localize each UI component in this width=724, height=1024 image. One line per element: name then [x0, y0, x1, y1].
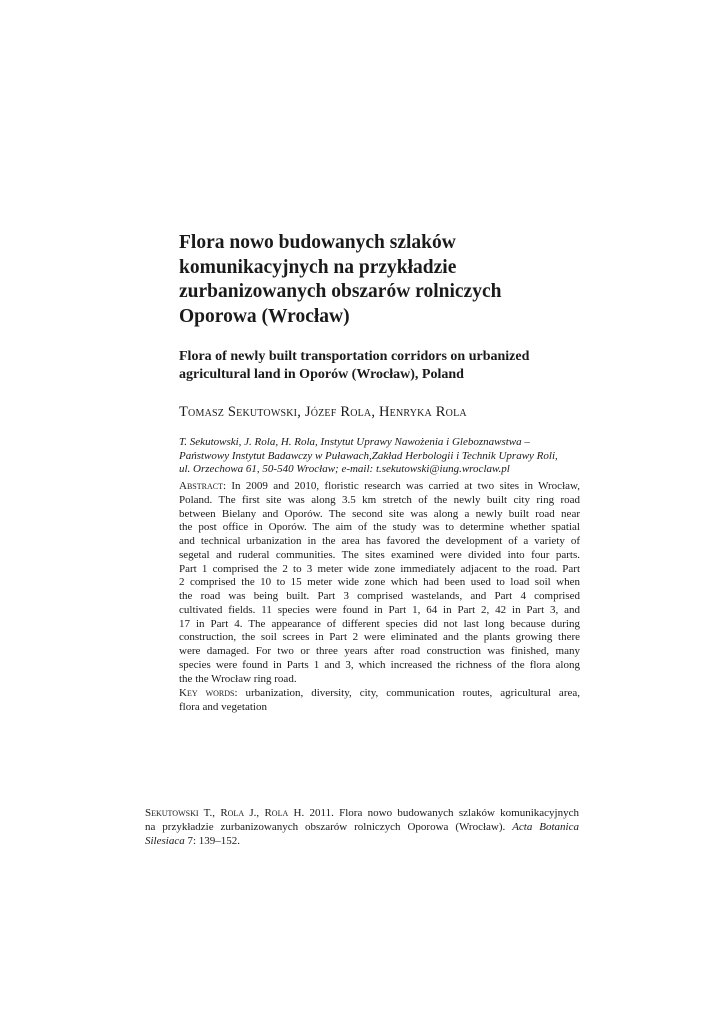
- abstract-line: species were found in Parts 1 and 3, which increased the richness of the flora along: [179, 658, 580, 671]
- affiliation-line: T. Sekutowski, J. Rola, H. Rola, Instytut Uprawy Nawożenia i Gleboznawstwa –: [179, 436, 530, 448]
- abstract-line: construction, the soil screes in Part 2 were eliminated and the plants growing there: [179, 631, 580, 644]
- citation-text: T.,: [198, 807, 221, 819]
- citation-text: J.,: [244, 807, 265, 819]
- title-polish: [179, 231, 579, 329]
- citation-journal: Acta Botanica: [512, 820, 580, 833]
- abstract-line: were damaged. For two or three years after road construction was finished, many: [179, 645, 580, 657]
- title-english-line: agricultural land in Oporów (Wrocław), Poland: [179, 366, 464, 382]
- affiliation-line: ul. Orzechowa 61, 50-540 Wrocław; e-mail: t.sekutowski@iung.wroclaw.pl: [179, 463, 510, 476]
- citation: [145, 807, 579, 848]
- citation-author: Rola: [264, 807, 289, 819]
- citation-text: H. 2011. Flora nowo budowanych szlaków komunikacyjnych: [288, 807, 579, 819]
- abstract-line: Poland. The first site was along 3.5 km stretch of the newly built city ring road: [179, 493, 580, 506]
- title-english: [179, 348, 599, 383]
- abstract-line: 2 comprised the 10 to 15 meter wide zone which had been used to load soil when: [179, 576, 580, 589]
- abstract-line: segetal and ruderal communities. The sites examined were divided into four parts.: [179, 548, 580, 561]
- citation-line: [145, 807, 579, 821]
- citation-journal: Silesiaca: [145, 834, 185, 847]
- affiliation: [179, 436, 589, 477]
- citation-author: Sekutowski: [145, 807, 199, 819]
- citation-line: [145, 821, 579, 835]
- abstract-line: between Bielany and Oporów. The second site was along a newly built road near: [179, 507, 580, 520]
- abstract-line: cultivated fields. 11 species were found in Part 1, 64 in Part 2, 42 in Part 3, and: [179, 603, 580, 616]
- citation-text: na przykładzie zurbanizowanych obszarów rolniczych Oporowa (Wrocław).: [145, 820, 513, 833]
- title-english-line: Flora of newly built transportation corridors on urbanized: [179, 349, 530, 364]
- abstract-line: and technical urbanization in the area has favored the development of a variety of: [179, 535, 580, 547]
- abstract-line: the road was being built. Part 3 comprised wastelands, and Part 4 comprised: [179, 590, 580, 602]
- title-polish-line: zurbanizowanych obszarów rolniczych: [179, 281, 502, 302]
- title-polish-line: komunikacyjnych na przykładzie: [179, 256, 457, 278]
- authors: Tomasz Sekutowski, Józef Rola, Henryka Rola: [179, 404, 467, 420]
- title-polish-line: Flora nowo budowanych szlaków: [179, 232, 456, 253]
- abstract-line: the post office in Oporów. The aim of the study was to determine whether spatial: [179, 521, 580, 534]
- citation-text: 7: 139–152.: [184, 834, 241, 847]
- abstract-first-line: : In 2009 and 2010, floristic research was carried at two sites in Wrocław,: [222, 480, 580, 492]
- abstract: [179, 480, 580, 686]
- abstract-line: Part 1 comprised the 2 to 3 meter wide zone immediately adjacent to the road. Part: [179, 562, 580, 575]
- abstract-line: the the Wrocław ring road.: [179, 672, 297, 685]
- keywords-first-line: : urbanization, diversity, city, communication routes, agricultural area,: [234, 687, 580, 699]
- abstract-line: 17 in Part 4. The appearance of different species did not last long because during: [179, 617, 580, 630]
- keywords-label: Key words: [179, 687, 235, 699]
- title-polish-line: Oporowa (Wrocław): [179, 305, 350, 327]
- keywords: [179, 687, 580, 715]
- citation-line: [145, 835, 579, 849]
- abstract-label: Abstract: [179, 480, 223, 492]
- abstract-line: [179, 480, 580, 494]
- keywords-line: [179, 687, 580, 701]
- affiliation-line: Państwowy Instytut Badawczy w Puławach,Zakład Herbologii i Technik Uprawy Roli,: [179, 449, 558, 462]
- citation-author: Rola: [220, 807, 245, 819]
- keywords-line: flora and vegetation: [179, 700, 267, 713]
